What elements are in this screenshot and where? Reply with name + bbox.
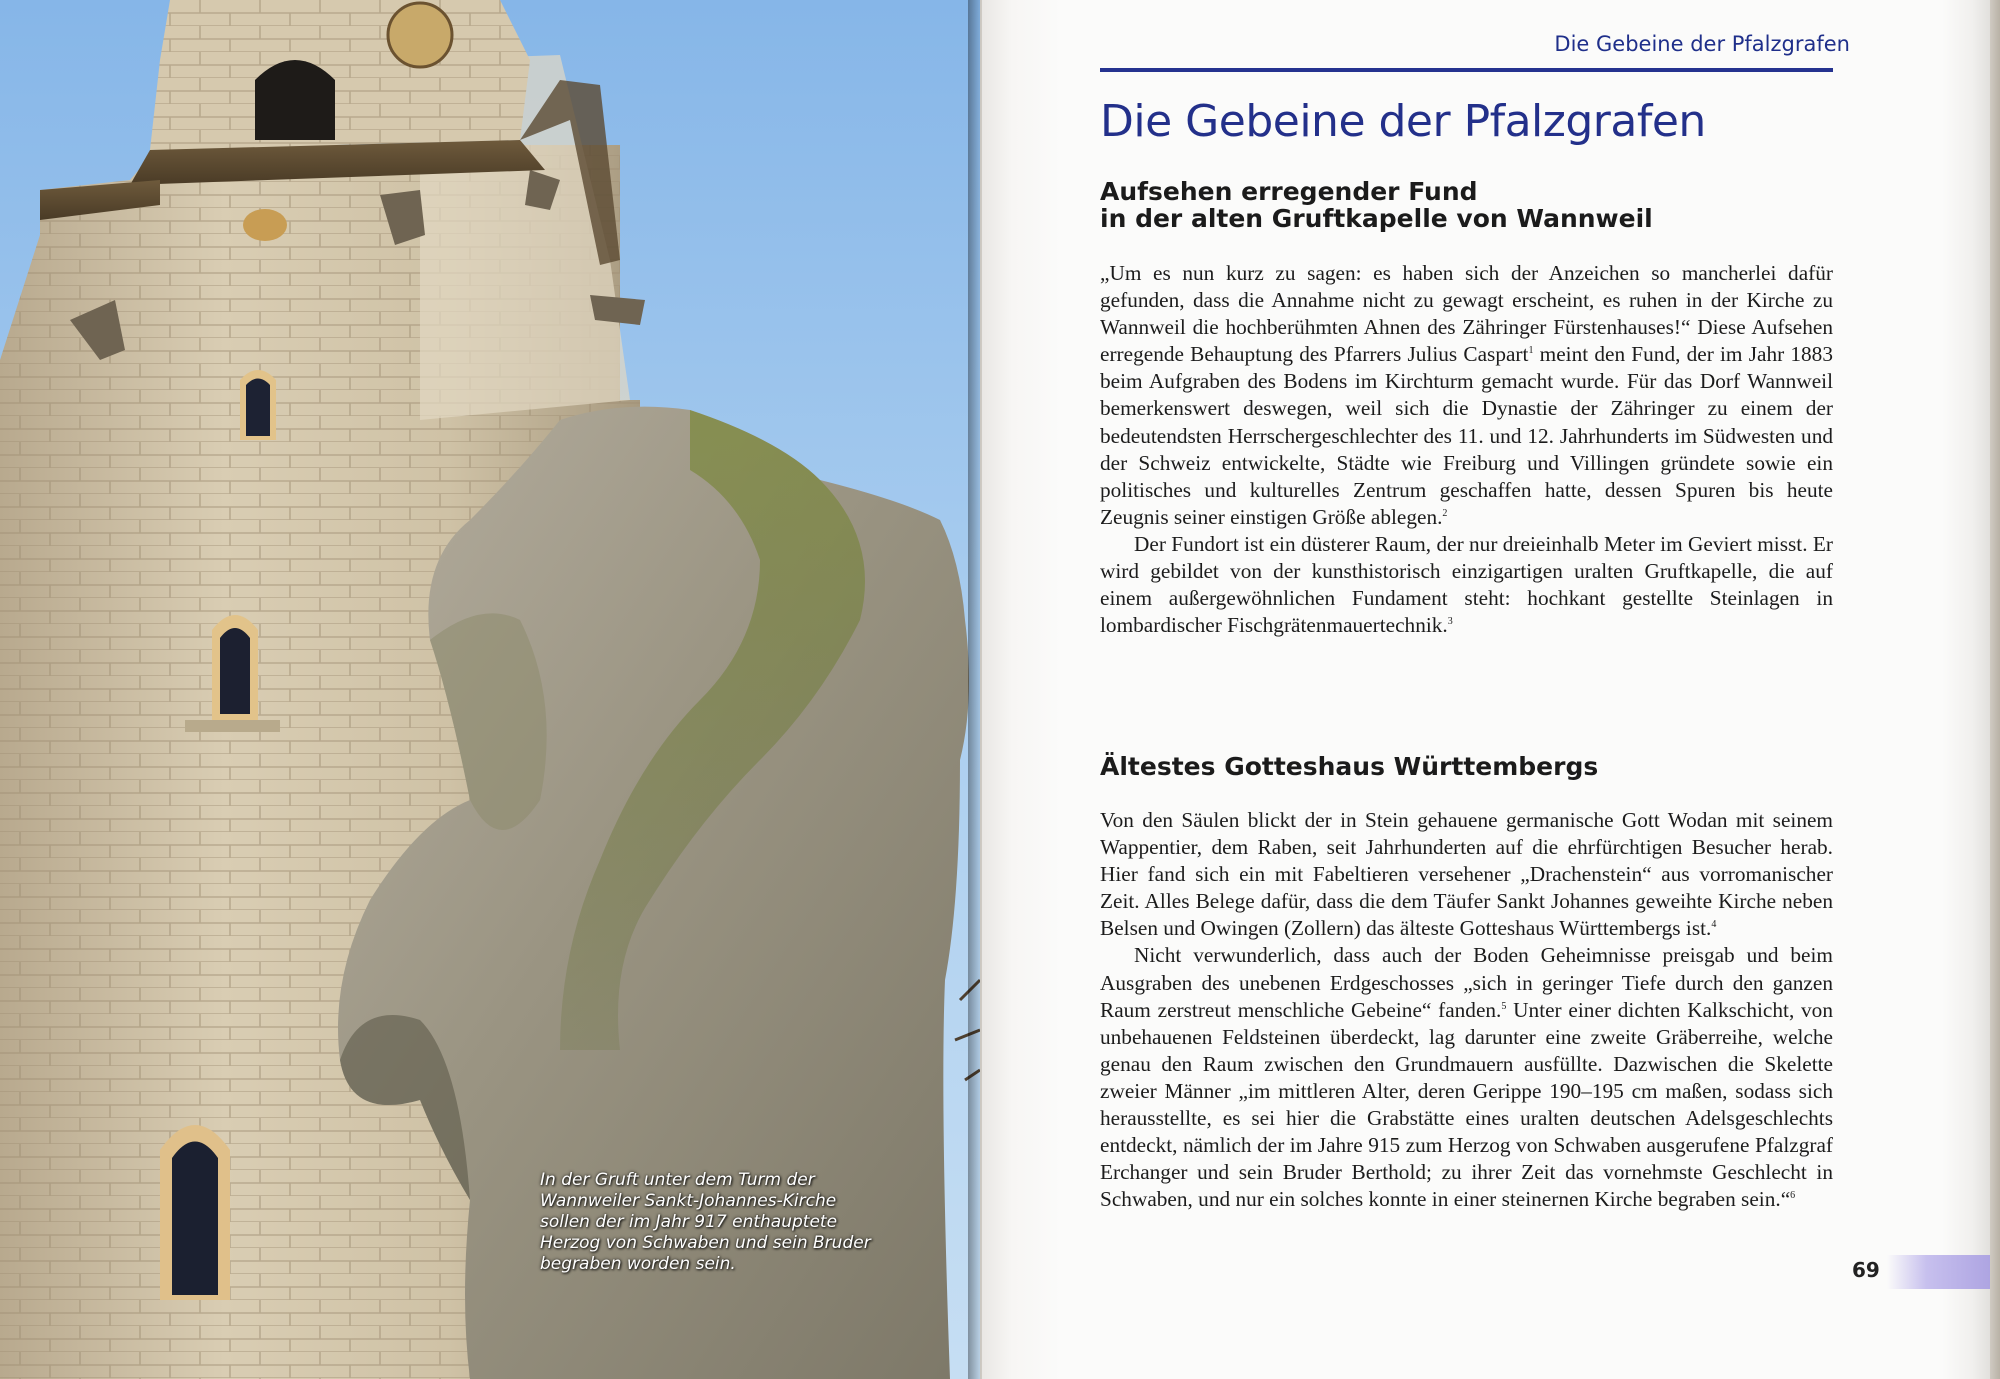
footnote-marker: 2	[1442, 507, 1448, 519]
footnote-marker: 5	[1501, 1000, 1507, 1012]
footnote-marker: 1	[1528, 345, 1534, 357]
header-rule	[1100, 68, 1833, 72]
chapter-title: Die Gebeine der Pfalzgrafen	[1100, 96, 1706, 147]
subheading-fund-line-2: in der alten Gruftkapelle von Wannweil	[1100, 204, 1653, 233]
paragraph-text: Nicht verwunderlich, dass auch der Boden Geheimnisse preisgab und beim Ausgraben des unebenen Erdgeschosses „sich in geringer Tiefe durch den ganzen Raum zerstreut menschliche Gebeine“ fanden.	[1100, 943, 1833, 1022]
subheading-gotteshaus: Ältestes Gotteshaus Württembergs	[1100, 752, 1599, 781]
right-page	[982, 0, 2000, 1379]
subheading-fund-line-1: Aufsehen erregender Fund	[1100, 177, 1478, 206]
subheading-fund	[1100, 178, 1653, 232]
thumb-tab	[1887, 1255, 2000, 1289]
footnote-marker: 4	[1711, 919, 1717, 931]
running-head: Die Gebeine der Pfalzgrafen	[1554, 32, 1850, 56]
section-2-text	[1100, 807, 1833, 1213]
left-page	[0, 0, 980, 1379]
page-edge	[1990, 0, 2000, 1379]
paragraph-text: Von den Säulen blickt der in Stein gehauene germanische Gott Wodan mit seinem Wappentier, dem Raben, seit Jahrhunderten auf die ehrfürchtigen Besucher herab. Hier fand sich ein mit Fabeltieren versehener „Drachenstein“ aus vorromanischer Zeit. Alles Belege dafür, dass die dem Täufer Sankt Johannes geweihte Kirche neben Belsen und Owingen (Zollern) das älteste Gotteshaus Württembergs ist.	[1100, 808, 1833, 941]
paragraph	[1100, 531, 1833, 639]
footnote-marker: 3	[1447, 616, 1453, 628]
paragraph-text: meint den Fund, der im Jahr 1883 beim Aufgraben des Bodens im Kirchturm gemacht wurde. Für das Dorf Wannweil bemerkenswert deswegen, weil sich die Dynastie der Zähringer zu einem der bedeutendsten Herrschergeschlechter des 11. und 12. Jahrhunderts im Südwesten und der Schweiz entwickelte, Städte wie Freiburg und Villingen gründete sowie ein politisches und kulturelles Zentrum geschaffen hatte, dessen Spuren bis heute Zeugnis seiner einstigen Größe ablegen.	[1100, 342, 1833, 529]
paragraph-text: „Um es nun kurz zu sagen: es haben sich der Anzeichen so mancherlei dafür gefunden, dass die Annahme nicht zu gewagt erscheint, es ruhen in der Kirche zu Wannweil die hochberühmten Ahnen des Zähringer Fürstenhauses!“ Diese Aufsehen erregende Behauptung des Pfarrers Julius Caspart	[1100, 261, 1833, 367]
paragraph	[1100, 807, 1833, 942]
photo-caption: In der Gruft unter dem Turm der Wannweiler Sankt-Johannes-Kirche sollen der im Jahr 917 enthauptete Herzog von Schwaben und sein Bruder begraben worden sein.	[540, 1170, 871, 1274]
page-number: 69	[1852, 1258, 1880, 1282]
footnote-marker: 6	[1790, 1190, 1796, 1202]
paragraph	[1100, 942, 1833, 1213]
section-1-text	[1100, 260, 1833, 639]
paragraph	[1100, 260, 1833, 531]
paragraph-text: Unter einer dichten Kalkschicht, von unbehauenen Feldsteinen überdeckt, lag darunter eine zweite Gräberreihe, welche genau den Raum zwischen den Grundmauern ausfüllte. Dazwischen die Skelette zweier Männer „im mittleren Alter, deren Gerippe 190–195 cm maßen, sodass sich herausstellte, es sei hier die Grabstätte eines uralten deutschen Adelsgeschlechts entdeckt, nämlich der im Jahre 915 zum Herzog von Schwaben ausgerufene Pfalzgraf Erchanger und sein Bruder Berthold; zu ihrer Zeit das vornehmste Geschlecht in Schwaben, und nur ein solches konnte in einer steinernen Kirche begraben sein.“	[1100, 997, 1833, 1212]
paragraph-text: Der Fundort ist ein düsterer Raum, der nur dreieinhalb Meter im Geviert misst. Er wird gebildet von der kunsthistorisch einzigartigen uralten Gruftkapelle, die auf einem außergewöhnlichen Fundament steht: hochkant gestellte Steinlagen in lombardischer Fischgrätenmauertechnik.	[1100, 531, 1833, 638]
